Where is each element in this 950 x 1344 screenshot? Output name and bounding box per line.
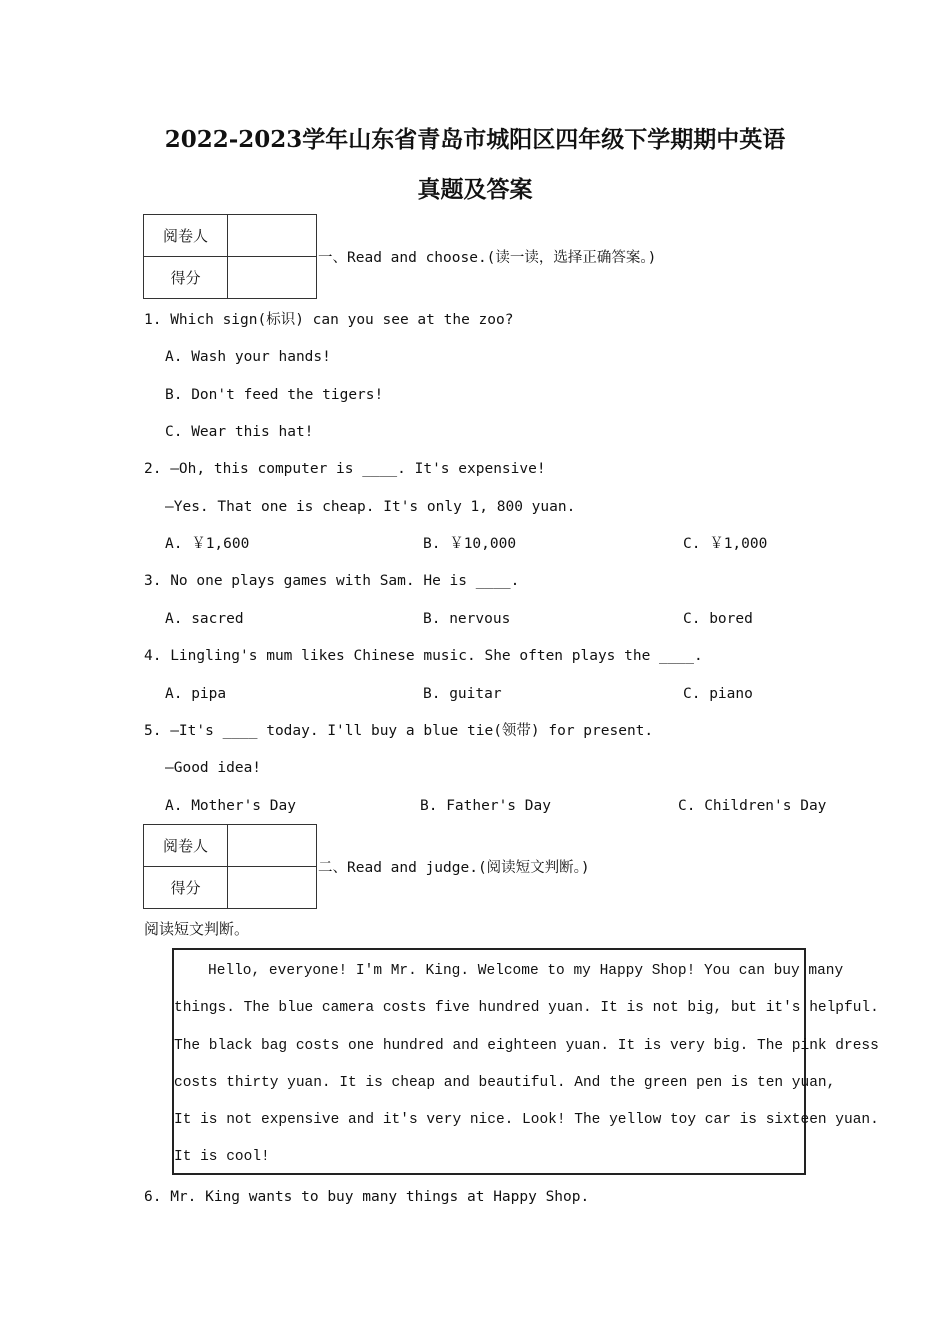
score-table-section-1 — [143, 214, 317, 299]
passage-line: Hello, everyone! I'm Mr. King. Welcome to my Happy Shop! You can buy many — [208, 963, 844, 979]
passage-line: It is not expensive and it's very nice. Look! The yellow toy car is sixteen yuan. — [174, 1112, 879, 1128]
score-table-section-2 — [143, 824, 317, 909]
passage-line: things. The blue camera costs five hundred yuan. It is not big, but it's helpful. — [174, 1000, 879, 1016]
question-1-option-c: C. Wear this hat! — [165, 424, 314, 440]
question-3-stem: 3. No one plays games with Sam. He is ____. — [144, 573, 520, 589]
document-title-line-1: 2022-2023学年山东省青岛市城阳区四年级下学期期中英语 — [164, 126, 786, 153]
reviewer-cell — [228, 215, 317, 257]
question-2-response: —Yes. That one is cheap. It's only 1, 800 yuan. — [165, 499, 576, 515]
score-cell — [228, 867, 317, 909]
question-4-option-c: C. piano — [683, 686, 753, 702]
question-5-stem: 5. —It's ____ today. I'll buy a blue tie(领带) for present. — [144, 723, 654, 739]
question-4-option-a: A. pipa — [165, 686, 227, 702]
section-2-title: 二、Read and judge.(阅读短文判断。) — [318, 860, 590, 876]
document-title-line-2: 真题及答案 — [417, 176, 533, 203]
reviewer-label: 阅卷人 — [144, 215, 228, 257]
passage-line: The black bag costs one hundred and eighteen yuan. It is very big. The pink dress — [174, 1038, 879, 1054]
score-label: 得分 — [144, 257, 228, 299]
question-1-option-b: B. Don't feed the tigers! — [165, 387, 384, 403]
question-5-response: —Good idea! — [165, 760, 262, 776]
score-cell — [228, 257, 317, 299]
question-4-option-b: B. guitar — [423, 686, 502, 702]
question-4-stem: 4. Lingling's mum likes Chinese music. She often plays the ____. — [144, 648, 703, 664]
score-label: 得分 — [144, 867, 228, 909]
question-3-option-b: B. nervous — [423, 611, 511, 627]
reviewer-cell — [228, 825, 317, 867]
question-5-option-c: C. Children's Day — [678, 798, 827, 814]
question-2-option-c: C. ￥1,000 — [683, 536, 768, 552]
section-1-title: 一、Read and choose.(读一读，选择正确答案。) — [318, 250, 657, 266]
question-5-option-a: A. Mother's Day — [165, 798, 296, 814]
passage-line: It is cool! — [174, 1149, 270, 1165]
question-2-option-b: B. ￥10,000 — [423, 536, 517, 552]
question-1-option-a: A. Wash your hands! — [165, 349, 331, 365]
passage-line: costs thirty yuan. It is cheap and beautiful. And the green pen is ten yuan, — [174, 1075, 836, 1091]
question-3-option-a: A. sacred — [165, 611, 244, 627]
reviewer-label: 阅卷人 — [144, 825, 228, 867]
question-2-stem: 2. —Oh, this computer is ____. It's expensive! — [144, 461, 546, 477]
question-5-option-b: B. Father's Day — [420, 798, 551, 814]
reading-passage-box — [172, 948, 879, 1175]
section-2-instruction: 阅读短文判断。 — [144, 920, 250, 938]
question-1-stem: 1. Which sign(标识) can you see at the zoo? — [144, 312, 514, 328]
question-6-stem: 6. Mr. King wants to buy many things at Happy Shop. — [144, 1189, 590, 1205]
question-2-option-a: A. ￥1,600 — [165, 536, 250, 552]
question-3-option-c: C. bored — [683, 611, 753, 627]
